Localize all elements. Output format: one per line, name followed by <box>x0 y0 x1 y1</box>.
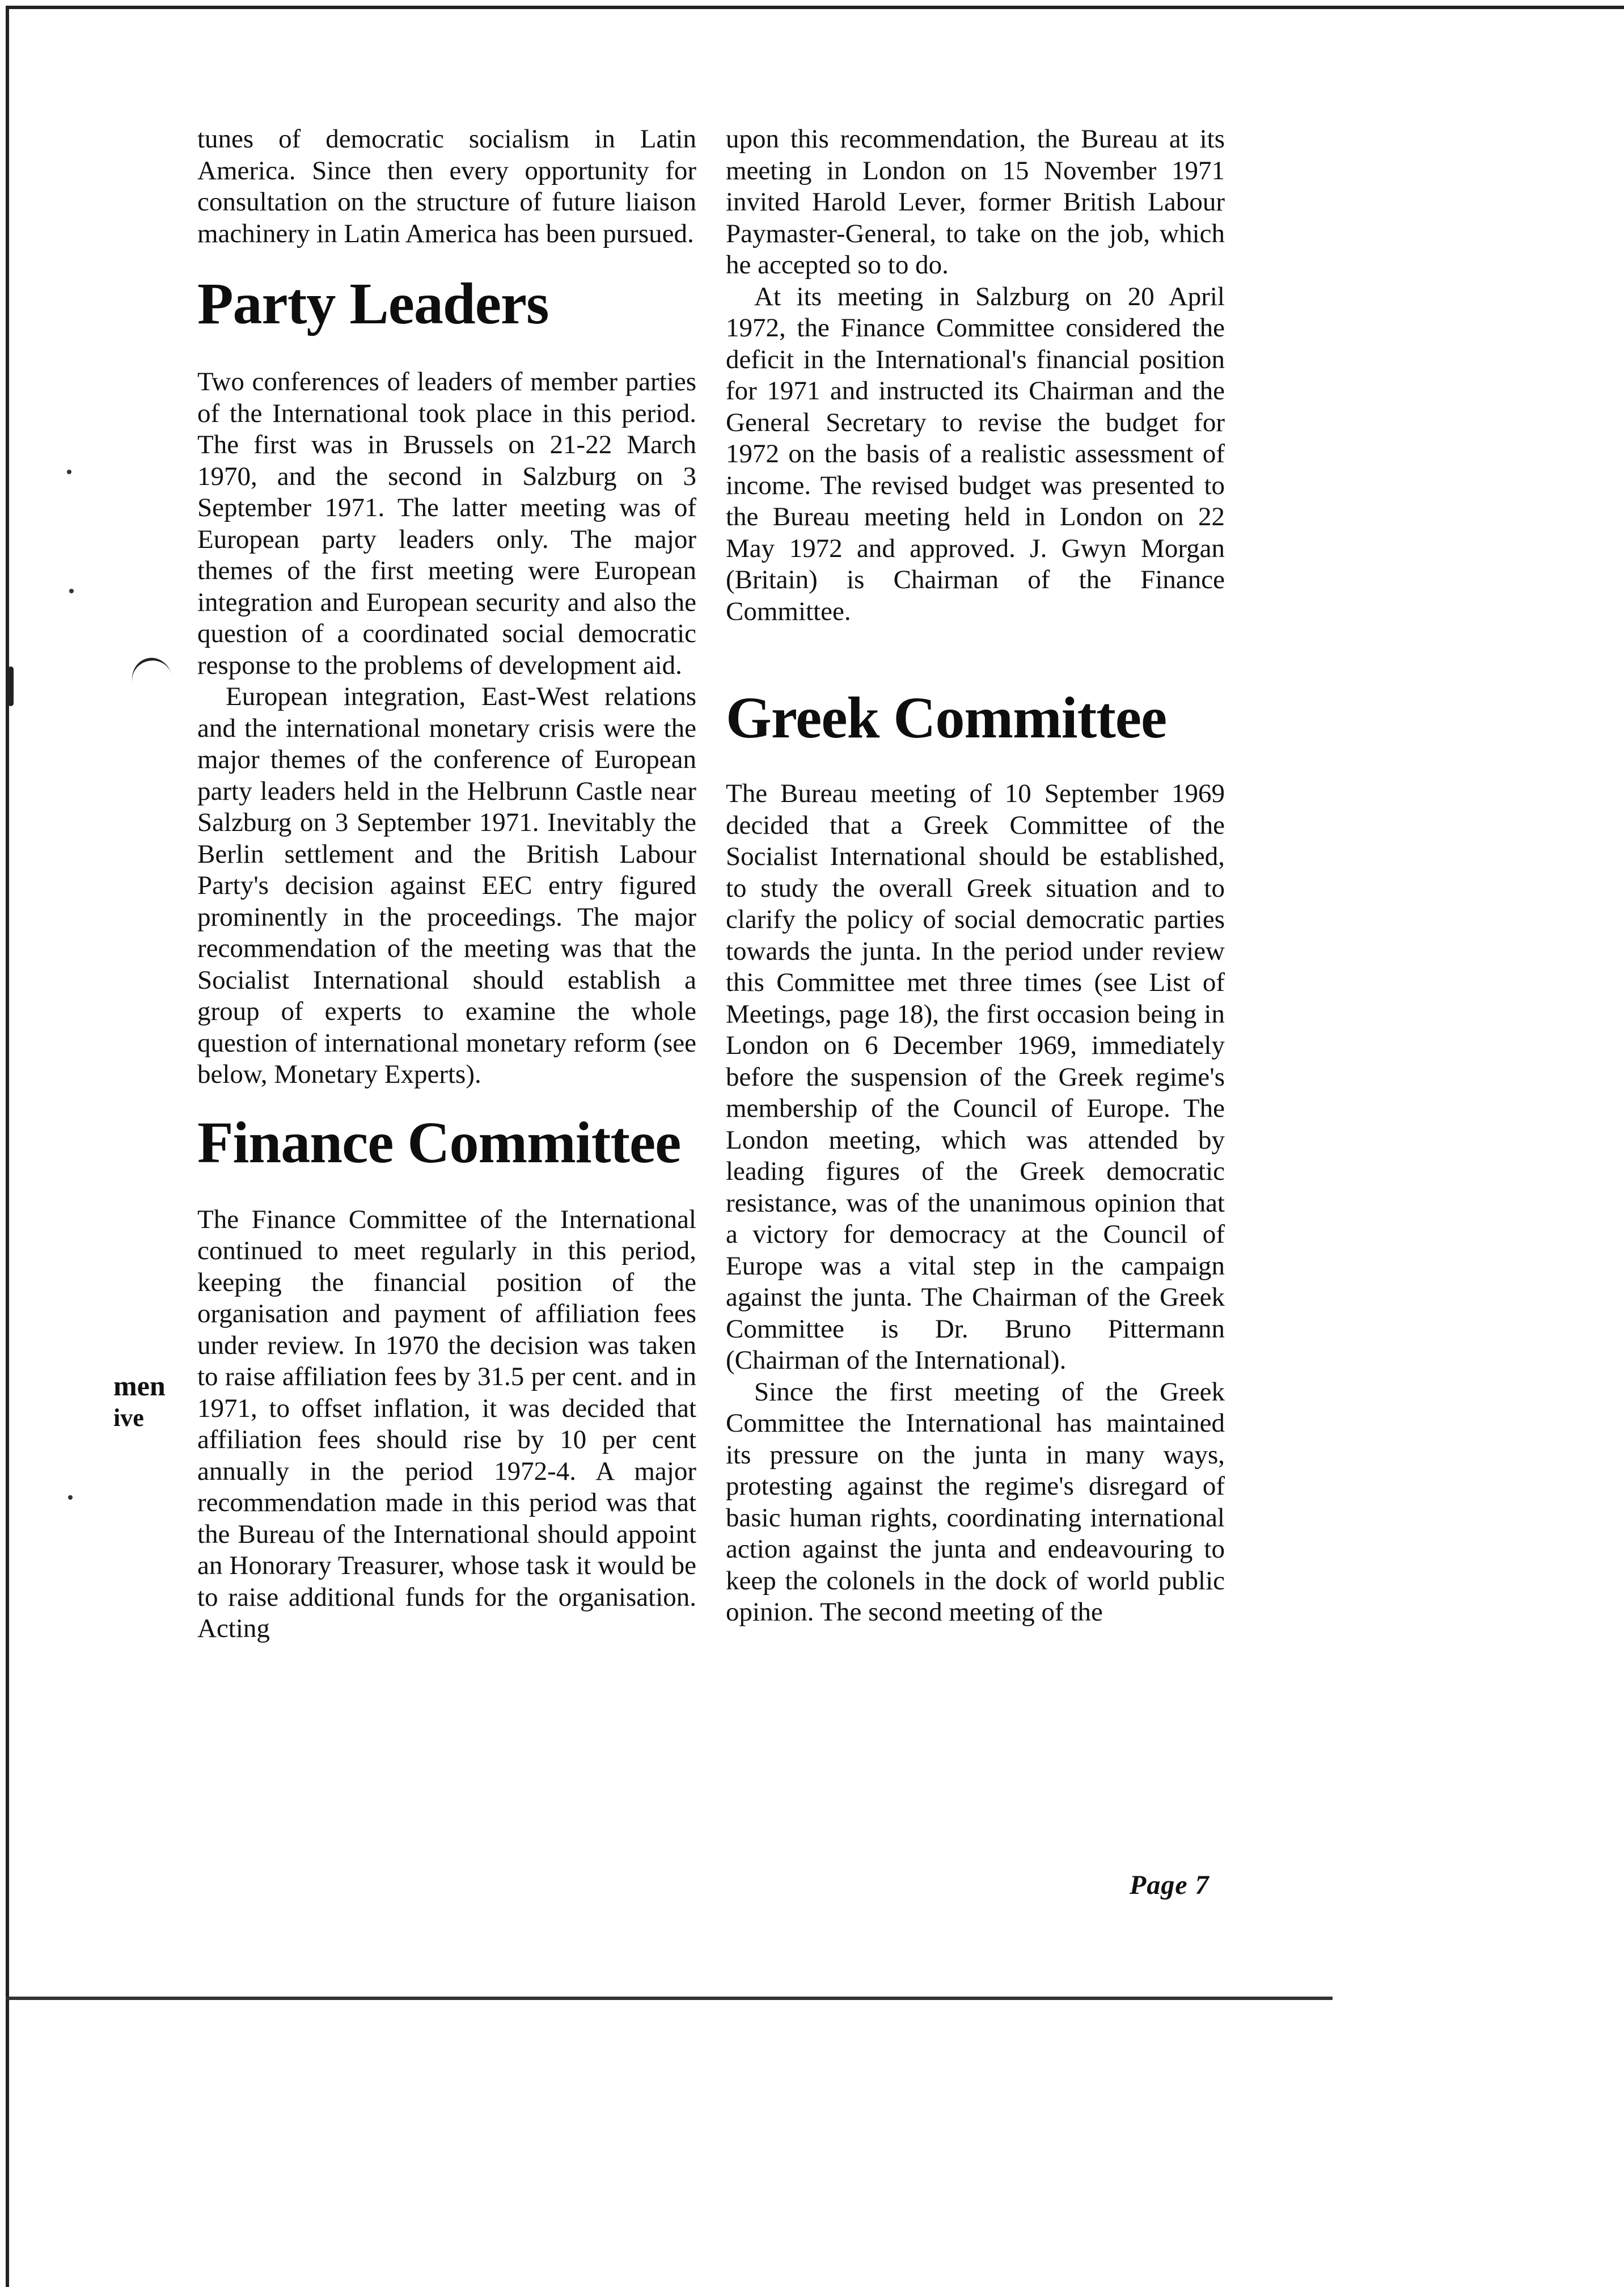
heading-greek-committee: Greek Committee <box>726 685 1167 750</box>
finance-continued-paragraph: upon this recommendation, the Bureau at its meeting in London on 15 November 1971 invited Harold Lever, former British Labour Paymaster-General, to take on the job, which he accepted so to do. <box>726 124 1225 280</box>
margin-curve-mark <box>128 654 172 687</box>
margin-fragment: ive <box>113 1404 144 1432</box>
margin-dot <box>67 470 71 474</box>
margin-fragment: men <box>113 1370 166 1402</box>
scan-edge-mark <box>8 666 14 706</box>
greek-committee-paragraph: The Bureau meeting of 10 September 1969 decided that a Greek Committee of the Socialist International should be established, to study the overall Greek situation and to clarify the policy of social democratic parties towards the junta. In the period under review this Committee met three times (see List of Meetings, page 18), the first occasion being in London on 6 December 1969, immediately before the suspension of the Greek regime's membership of the Council of Europe. The London meeting, which was attended by leading figures of the Greek democratic resistance, was of the unanimous opinion that a victory for democracy at the Council of Europe was a vital step in the campaign against the junta. The Chairman of the Greek Committee is Dr. Bruno Pittermann (Chairman of the International). <box>726 779 1225 1375</box>
party-leaders-paragraph: European integration, East-West relations and the international monetary crisis were the major themes of the conference of European party leaders held in the Helbrunn Castle near Salzburg on 3 September 1971. Inevitably the Berlin settlement and the British Labour Party's decision against EEC entry figured prominently in the proceedings. The major recommendation of the meeting was that the Socialist International should establish a group of experts to examine the whole question of international monetary reform (see below, Monetary Experts). <box>197 682 696 1089</box>
scan-border-left <box>6 6 9 2287</box>
heading-party-leaders: Party Leaders <box>197 271 549 336</box>
intro-paragraph: tunes of democratic socialism in Latin America. Since then every opportunity for consultation on the structure of future liaison machinery in Latin America has been pursued. <box>197 124 696 248</box>
page-number: Page 7 <box>1130 1870 1209 1900</box>
margin-dot <box>69 589 74 593</box>
heading-finance-committee: Finance Committee <box>197 1109 681 1175</box>
greek-committee-paragraph: Since the first meeting of the Greek Committee the International has maintained its pressure on the junta in many ways, protesting against the regime's disregard of basic human rights, coordinating international action against the junta and endeavouring to keep the colonels in the dock of world public opinion. The second meeting of the <box>726 1377 1225 1627</box>
scan-border-bottom <box>6 1997 1333 2000</box>
left-column <box>197 124 696 1645</box>
scan-border-top <box>6 6 1624 9</box>
finance-paragraph: The Finance Committee of the International continued to meet regularly in this period, keeping the financial position of the organisation and payment of affiliation fees under review. In 1970 the decision was taken to raise affiliation fees by 31.5 per cent. and in 1971, to offset inflation, it was decided that affiliation fees should rise by 10 per cent annually in the period 1972-4. A major recommendation made in this period was that the Bureau of the International should appoint an Honorary Treasurer, whose task it would be to raise additional funds for the organisation. Acting <box>197 1204 696 1643</box>
margin-dot <box>68 1495 73 1500</box>
party-leaders-paragraph: Two conferences of leaders of member parties of the International took place in this period. The first was in Brussels on 21-22 March 1970, and the second in Salzburg on 3 September 1971. The latter meeting was of European party leaders only. The major themes of the first meeting were European integration and European security and also the question of a coordinated social democratic response to the problems of development aid. <box>197 367 696 680</box>
finance-paragraph: At its meeting in Salzburg on 20 April 1972, the Finance Committee considered the deficit in the International's financial position for 1971 and instructed its Chairman and the General Secretary to revise the budget for 1972 on the basis of a realistic assessment of income. The revised budget was presented to the Bureau meeting held in London on 22 May 1972 and approved. J. Gwyn Morgan (Britain) is Chairman of the Finance Committee. <box>726 281 1225 626</box>
right-column <box>726 124 1225 1628</box>
